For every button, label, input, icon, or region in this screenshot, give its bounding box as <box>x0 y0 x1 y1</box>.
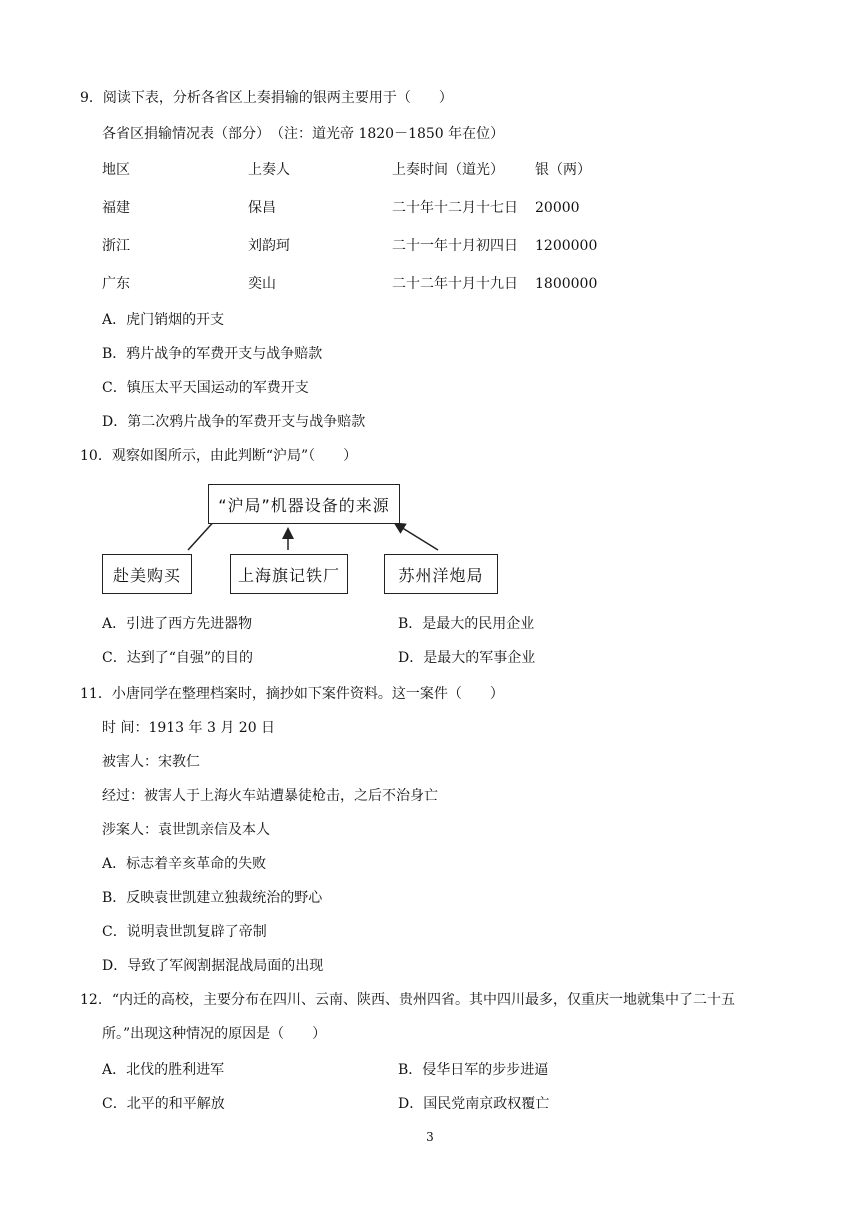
q12-option-a[interactable]: A．北伐的胜利进军 <box>102 1062 225 1078</box>
q9-stem: 9．阅读下表，分析各省区上奏捐输的银两主要用于（ ） <box>80 90 453 106</box>
q12-stem-line1: 12．“内迁的高校，主要分布在四川、云南、陕西、贵州四省。其中四川最多，仅重庆一地就集中了二十五 <box>80 992 735 1008</box>
q10-stem: 10．观察如图所示，由此判断“沪局”（ ） <box>80 448 358 464</box>
table-header-reporter: 上奏人 <box>248 162 290 178</box>
q10-option-c[interactable]: C．达到了“自强”的目的 <box>102 650 254 666</box>
table-cell: 广东 <box>102 276 130 292</box>
table-cell: 二十一年十月初四日 <box>392 238 518 254</box>
table-cell: 二十二年十月十九日 <box>392 276 518 292</box>
diagram-source-box: 赴美购买 <box>102 554 192 594</box>
table-cell: 保昌 <box>248 200 276 216</box>
table-cell: 福建 <box>102 200 130 216</box>
table-cell: 1800000 <box>535 276 598 292</box>
q12-option-b[interactable]: B．侵华日军的步步进逼 <box>398 1062 549 1078</box>
table-header-time: 上奏时间（道光） <box>392 162 504 178</box>
table-cell: 20000 <box>535 200 580 216</box>
q11-detail-victim: 被害人：宋教仁 <box>102 754 200 770</box>
q9-option-a[interactable]: A．虎门销烟的开支 <box>102 312 225 328</box>
q10-option-d[interactable]: D．是最大的军事企业 <box>398 650 536 666</box>
arrow-right <box>396 524 438 550</box>
page-number: 3 <box>426 1130 434 1144</box>
q10-option-b[interactable]: B．是最大的民用企业 <box>398 616 535 632</box>
table-cell: 二十年十二月十七日 <box>392 200 518 216</box>
q9-option-c[interactable]: C．镇压太平天国运动的军费开支 <box>102 380 309 396</box>
q11-detail-suspect: 涉案人：袁世凯亲信及本人 <box>102 822 270 838</box>
q12-option-c[interactable]: C．北平的和平解放 <box>102 1096 225 1112</box>
q12-option-d[interactable]: D．国民党南京政权覆亡 <box>398 1096 550 1112</box>
table-cell: 浙江 <box>102 238 130 254</box>
q9-option-d[interactable]: D．第二次鸦片战争的军费开支与战争赔款 <box>102 414 366 430</box>
q9-option-b[interactable]: B．鸦片战争的军费开支与战争赔款 <box>102 346 323 362</box>
table-cell: 奕山 <box>248 276 276 292</box>
q11-option-c[interactable]: C．说明袁世凯复辟了帝制 <box>102 924 267 940</box>
q10-option-a[interactable]: A．引进了西方先进器物 <box>102 616 253 632</box>
q12-stem-line2: 所。”出现这种情况的原因是（ ） <box>102 1026 327 1042</box>
table-cell: 1200000 <box>535 238 598 254</box>
diagram-top-box: “沪局”机器设备的来源 <box>208 484 400 524</box>
q11-detail-process: 经过：被害人于上海火车站遭暴徒枪击，之后不治身亡 <box>102 788 438 804</box>
q11-option-d[interactable]: D．导致了军阀割据混战局面的出现 <box>102 958 324 974</box>
q11-option-b[interactable]: B．反映袁世凯建立独裁统治的野心 <box>102 890 323 906</box>
q9-table-title: 各省区捐输情况表（部分） （注：道光帝 1820－1850 年在位） <box>102 126 505 142</box>
table-header-region: 地区 <box>102 162 130 178</box>
diagram-source-box: 苏州洋炮局 <box>384 554 498 594</box>
diagram-source-box: 上海旗记铁厂 <box>230 554 348 594</box>
table-cell: 刘韵珂 <box>248 238 290 254</box>
q11-option-a[interactable]: A．标志着辛亥革命的失败 <box>102 856 267 872</box>
q10-diagram <box>100 474 520 604</box>
q11-stem: 11．小唐同学在整理档案时，摘抄如下案件资料。这一案件（ ） <box>80 686 504 702</box>
q11-detail-time: 时 间：1913 年 3 月 20 日 <box>102 720 276 736</box>
table-header-silver: 银（两） <box>535 162 591 178</box>
